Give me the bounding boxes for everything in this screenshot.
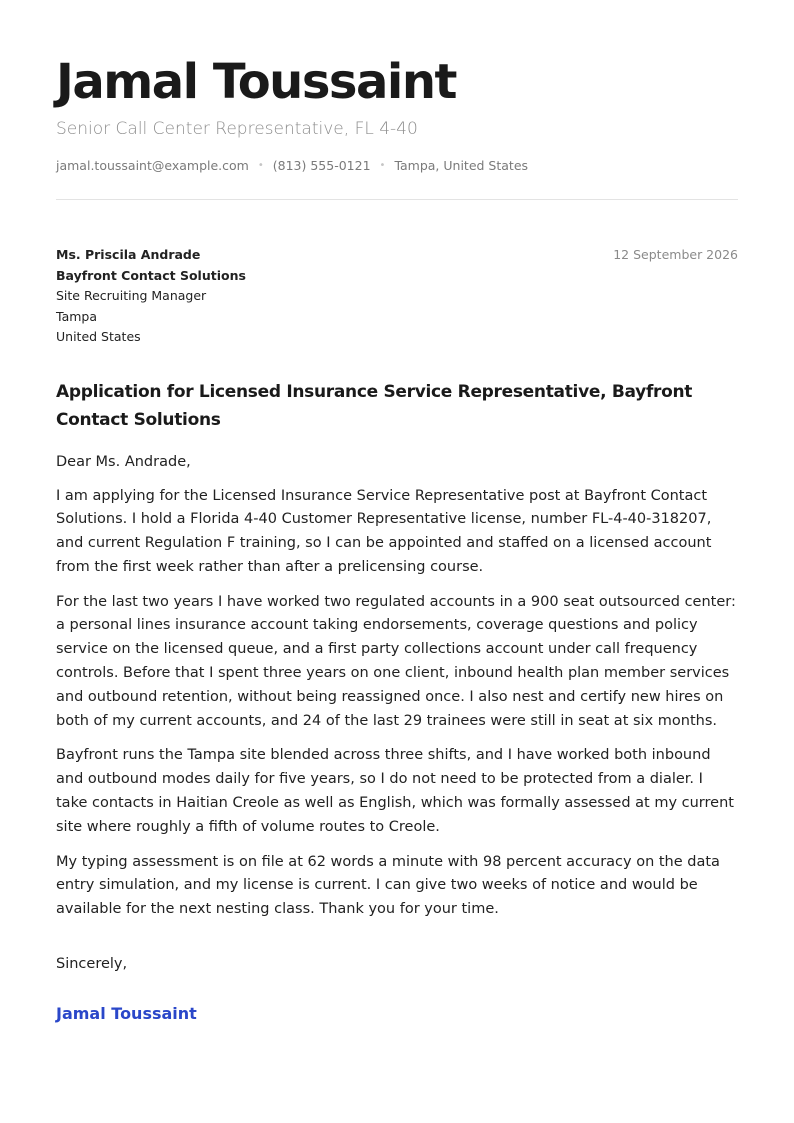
recipient-address [56, 245, 246, 348]
letter-paragraph: Bayfront runs the Tampa site blended across three shifts, and I have worked both inbound and outbound modes daily for five years, so I do not need to be protected from a dialer. I take contacts in Haitian Creole as well as English, which was formally assessed at my current site where roughly a fifth of volume routes to Creole. [56, 747, 734, 835]
letter-paragraph: I am applying for the Licensed Insurance Service Representative post at Bayfront Contact Solutions. I hold a Florida 4-40 Customer Representative license, number FL-4-40-318207, and current Regulation F training, so I can be appointed and staffed on a licensed account from the first week rather than after a prelicensing course. [56, 487, 712, 575]
letter-date: 12 September 2026 [613, 247, 738, 262]
header-divider [56, 199, 738, 200]
recipient-country: United States [56, 329, 141, 344]
recipient-title: Site Recruiting Manager [56, 288, 207, 303]
recipient-city: Tampa [56, 308, 97, 324]
letter-subject: Application for Licensed Insurance Service Representative, Bayfront Contact Solutions [56, 381, 693, 430]
recipient-block [56, 245, 738, 348]
contact-separator: • [257, 160, 264, 171]
applicant-name: Jamal Toussaint [56, 54, 456, 110]
contact-line [56, 157, 738, 175]
letter-paragraph: My typing assessment is on file at 62 words a minute with 98 percent accuracy on the data entry simulation, and my license is current. I can give two weeks of notice and would be available for the next nesting class. Thank you for your time. [56, 853, 720, 918]
contact-location: Tampa, United States [394, 158, 529, 173]
letter-signature: Jamal Toussaint [56, 1004, 197, 1024]
applicant-role: Senior Call Center Representative, FL 4-40 [56, 119, 418, 139]
letter-greeting: Dear Ms. Andrade, [56, 453, 191, 470]
recipient-company: Bayfront Contact Solutions [56, 267, 246, 283]
contact-email[interactable]: jamal.toussaint@example.com [56, 158, 249, 173]
letter-closing: Sincerely, [56, 956, 128, 973]
recipient-name: Ms. Priscila Andrade [56, 247, 201, 262]
contact-separator: • [379, 160, 386, 171]
contact-phone[interactable]: (813) 555-0121 [272, 158, 371, 173]
letter-paragraph: For the last two years I have worked two regulated accounts in a 900 seat outsourced center: a personal lines insurance account taking endorsements, coverage questions and policy service on the licensed queue, and a first party collections account under call frequency controls. Before that I spent three years on one client, inbound health plan member services and outbound retention, without being reassigned once. I also nest and certify new hires on both of my current accounts, and 24 of the last 29 trainees were still in seat at six months. [56, 593, 736, 729]
